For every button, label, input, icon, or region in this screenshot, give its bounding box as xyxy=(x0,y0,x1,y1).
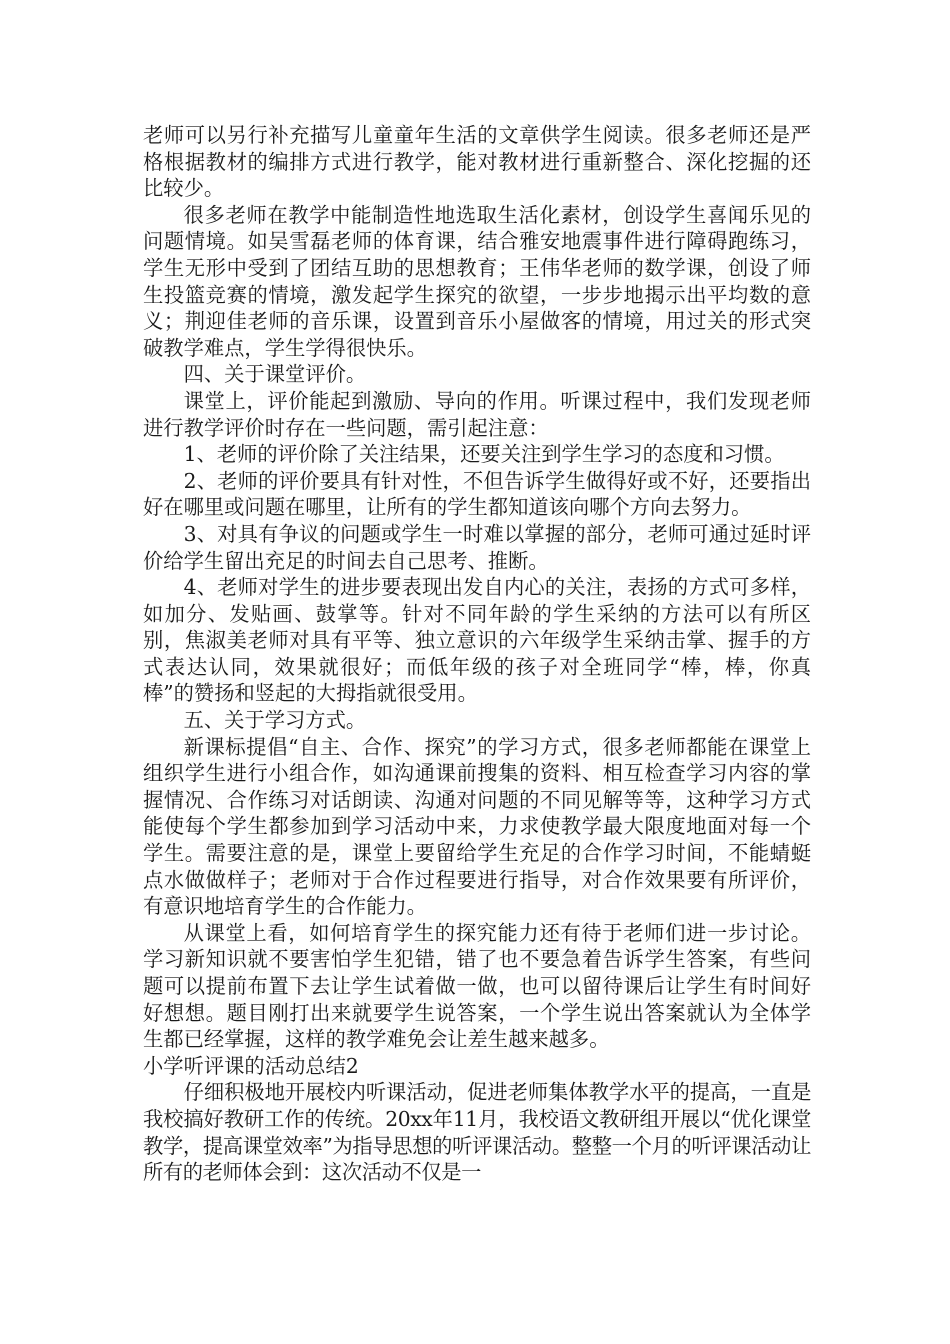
paragraph-summary-2-intro: 仔细积极地开展校内听课活动，促进老师集体教学水平的提高，一直是我校搞好教研工作的传统。20xx年11月，我校语文教研组开展以“优化课堂教学，提高课堂效率”为指导思想的听评课活动。整整一个月的听评课活动让所有的老师体会到：这次活动不仅是一 xyxy=(143,1080,811,1185)
list-item-evaluation-2: 2、老师的评价要具有针对性，不但告诉学生做得好或不好，还要指出好在哪里或问题在哪里，让所有的学生都知道该向哪个方向去努力。 xyxy=(143,468,811,520)
section-heading-classroom-evaluation: 四、关于课堂评价。 xyxy=(183,362,367,387)
paragraph-life-materials: 很多老师在教学中能制造性地选取生活化素材，创设学生喜闻乐见的问题情境。如吴雪磊老师的体育课，结合雅安地震事件进行障碍跑练习，学生无形中受到了团结互助的思想教育；王伟华老师的数学课，创设了师生投篮竞赛的情境，激发起学生探究的欲望，一步步地揭示出平均数的意义；荆迎佳老师的音乐课，设置到音乐小屋做客的情境，用过关的形式突破教学难点，学生学得很快乐。 xyxy=(143,202,811,360)
list-item-evaluation-3: 3、对具有争议的问题或学生一时难以掌握的部分，老师可通过延时评价给学生留出充足的时间去自己思考、推断。 xyxy=(143,521,811,573)
list-item-evaluation-1: 1、老师的评价除了关注结果，还要关注到学生学习的态度和习惯。 xyxy=(183,442,785,467)
document-body xyxy=(143,122,811,1186)
article-title-summary-2: 小学听评课的活动总结2 xyxy=(143,1053,359,1078)
paragraph-inquiry-ability: 从课堂上看，如何培育学生的探究能力还有待于老师们进一步讨论。学习新知识就不要害怕学生犯错，错了也不要急着告诉学生答案，有些问题可以提前布置下去让学生试着做一做，也可以留待课后让学生有时间好好想想。题目刚打出来就要学生说答案，一个学生说出答案就认为全体学生都已经掌握，这样的教学难免会让差生越来越多。 xyxy=(143,920,811,1052)
section-heading-learning-methods: 五、关于学习方式。 xyxy=(183,708,367,733)
paragraph-cooperative-learning: 新课标提倡“自主、合作、探究”的学习方式，很多老师都能在课堂上组织学生进行小组合作，如沟通课前搜集的资料、相互检查学习内容的掌握情况、合作练习对话朗读、沟通对问题的不同见解等等，这种学习方式能使每个学生都参加到学习活动中来，力求使教学最大限度地面对每一个学生。需要注意的是，课堂上要留给学生充足的合作学习时间，不能蜻蜓点水做做样子；老师对于合作过程要进行指导，对合作效果要有所评价，有意识地培育学生的合作能力。 xyxy=(143,734,811,919)
list-item-evaluation-4: 4、老师对学生的进步要表现出发自内心的关注，表扬的方式可多样，如加分、发贴画、鼓掌等。针对不同年龄的学生采纳的方法可以有所区别，焦淑美老师对具有平等、独立意识的六年级学生采纳击掌、握手的方式表达认同，效果就很好；而低年级的孩子对全班同学“棒，棒，你真棒”的赞扬和竖起的大拇指就很受用。 xyxy=(143,575,811,706)
paragraph-evaluation-intro: 课堂上，评价能起到激励、导向的作用。听课过程中，我们发现老师进行教学评价时存在一些问题，需引起注意： xyxy=(143,388,811,440)
paragraph-continuation: 老师可以另行补充描写儿童童年生活的文章供学生阅读。很多老师还是严格根据教材的编排方式进行教学，能对教材进行重新整合、深化挖掘的还比较少。 xyxy=(143,123,811,201)
